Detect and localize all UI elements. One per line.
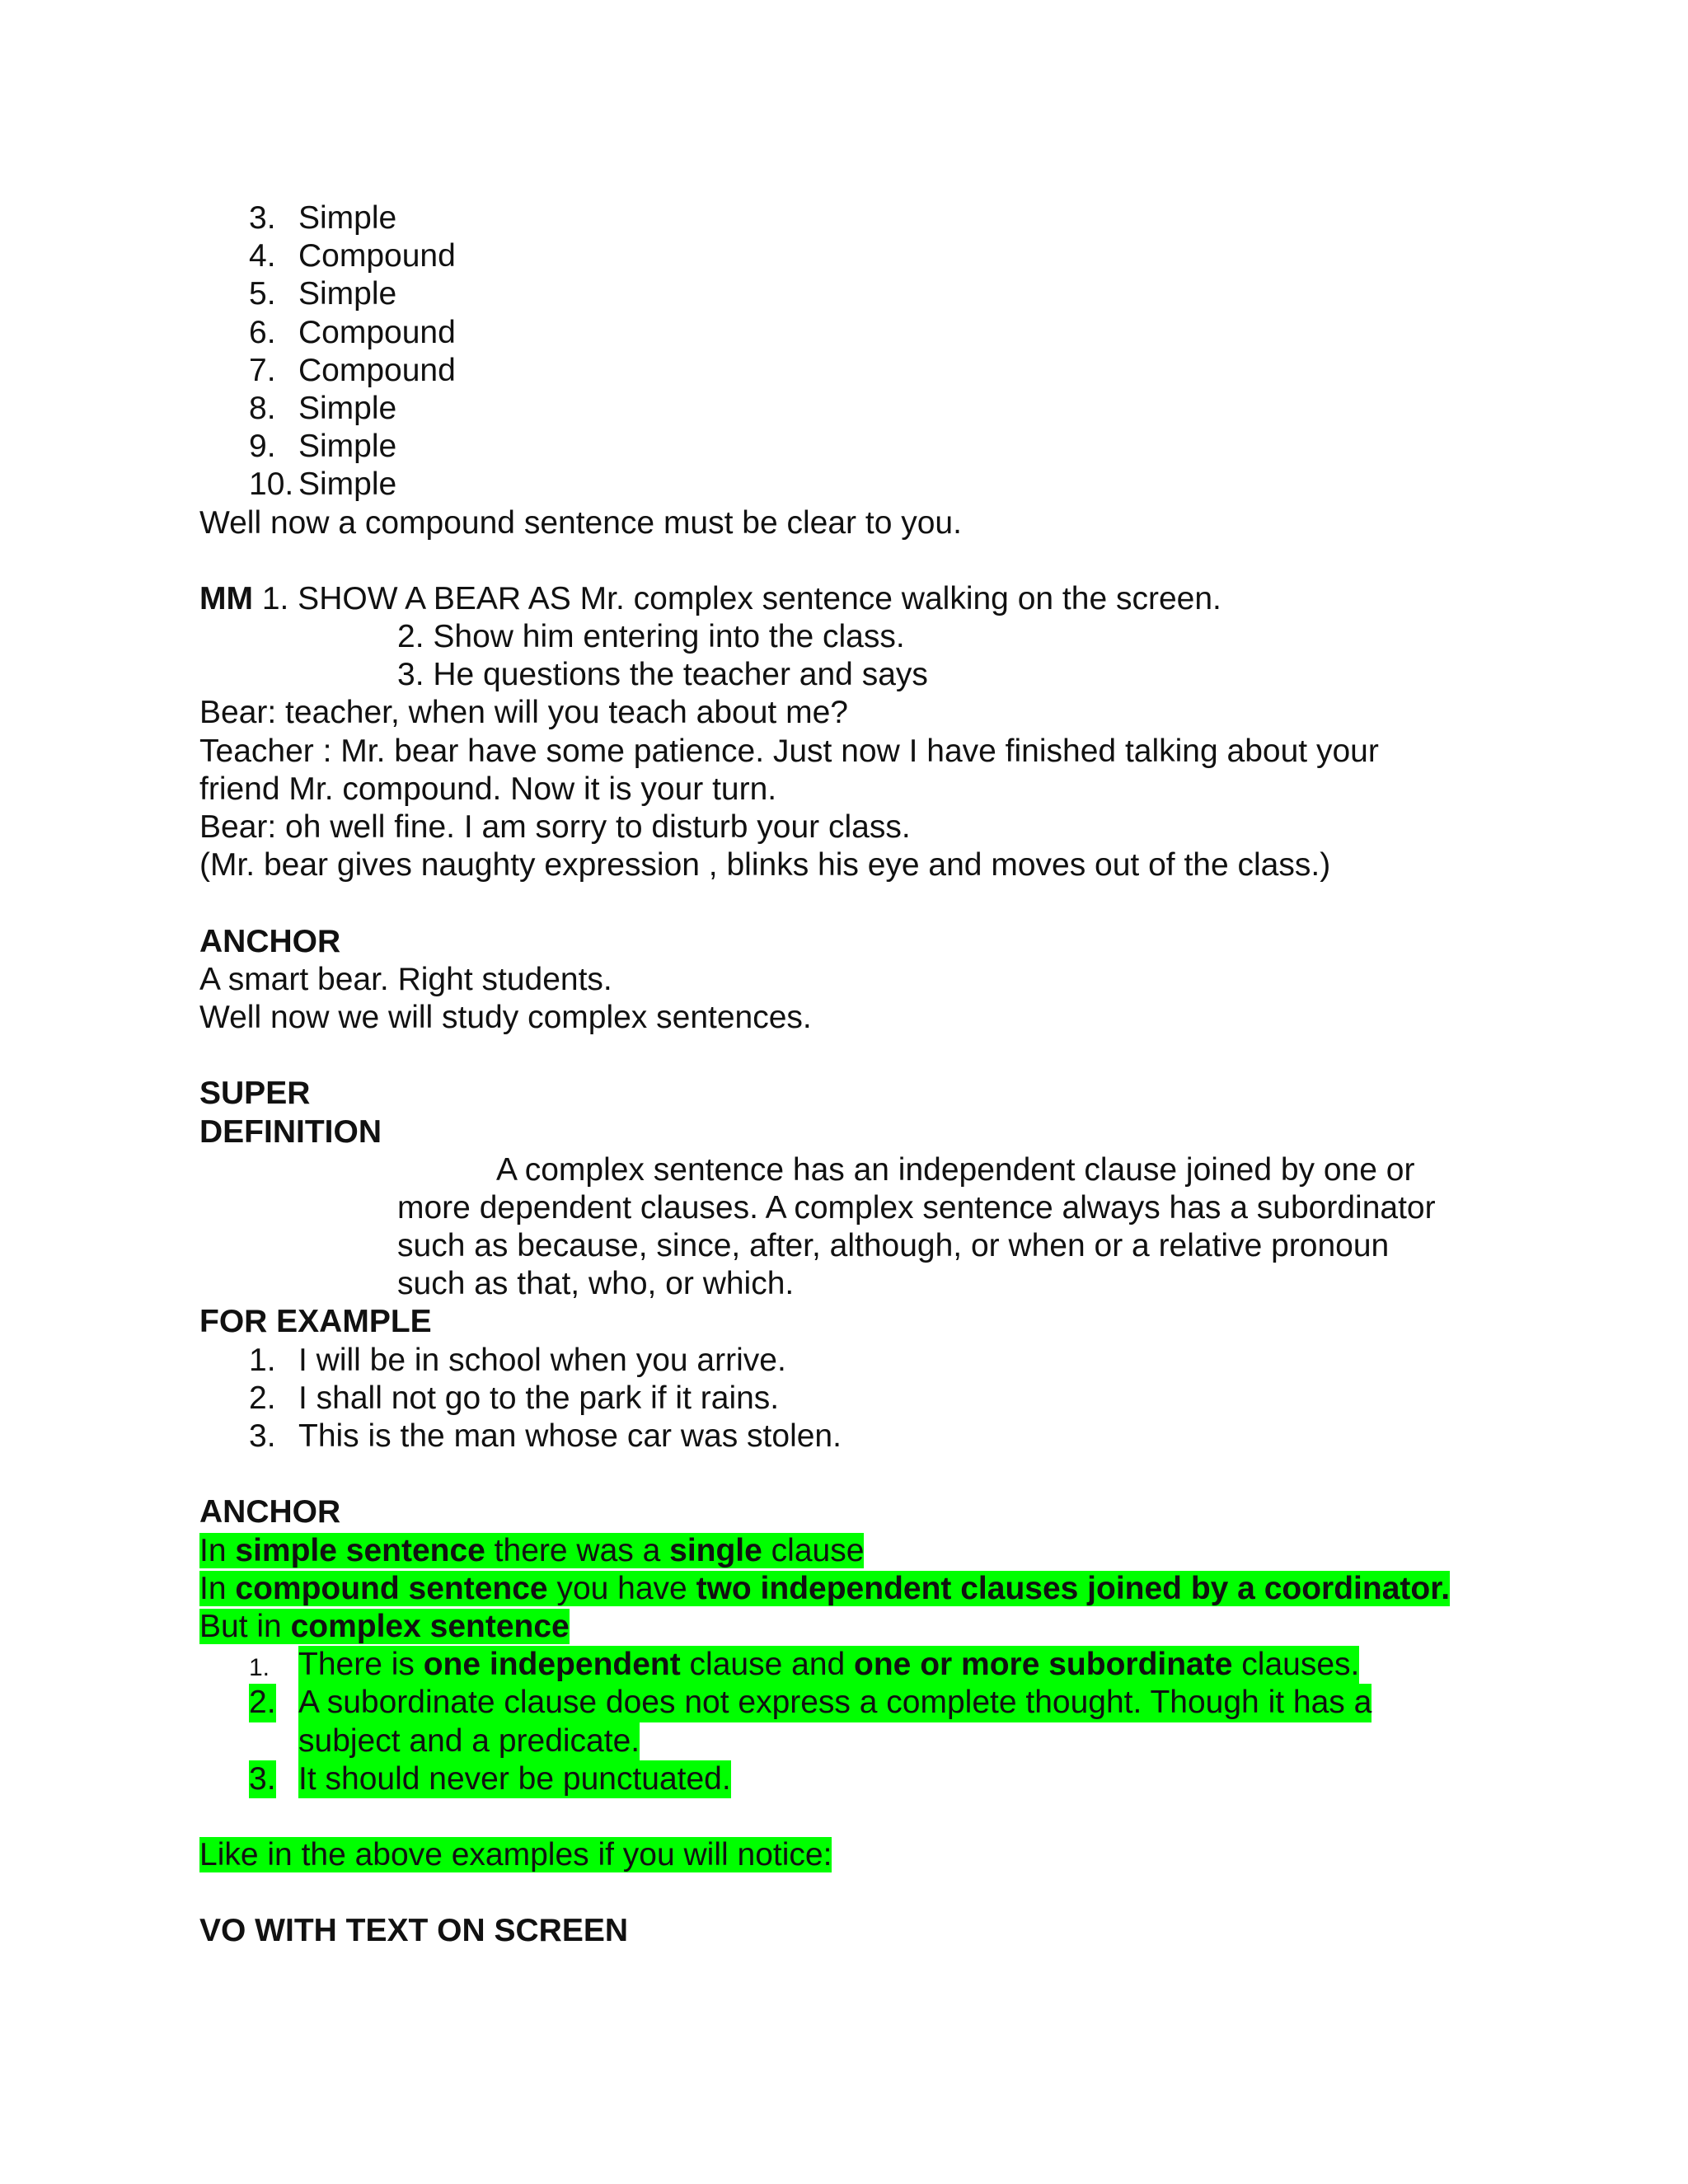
highlight-compound-line: In compound sentence you have two independent clauses joined by a coordinator. — [199, 1570, 1451, 1606]
list-item: 3. Simple — [249, 200, 397, 236]
dialogue-line: friend Mr. compound. Now it is your turn. — [199, 771, 777, 807]
answer-list — [199, 199, 1526, 504]
spacer — [199, 1874, 1526, 1912]
list-item: 5. Simple — [249, 276, 397, 312]
mm-label: MM — [199, 580, 253, 616]
definition-line: A complex sentence has an independent clause joined by one or — [496, 1151, 1415, 1188]
anchor-heading: ANCHOR — [199, 923, 341, 959]
definition-heading: DEFINITION — [199, 1113, 382, 1150]
definition-line: more dependent clauses. A complex sentence always has a subordinator — [397, 1189, 1436, 1226]
list-item: 9. Simple — [249, 429, 397, 465]
dialogue-line: (Mr. bear gives naughty expression , blinks his eye and moves out of the class.) — [199, 847, 1331, 883]
list-item: 1. I will be in school when you arrive. — [249, 1342, 786, 1378]
list-item-continuation: subject and a predicate. — [199, 1722, 1526, 1760]
anchor-line: A smart bear. Right students. — [199, 961, 612, 997]
spacer — [199, 1798, 1526, 1836]
spacer — [199, 1455, 1526, 1493]
definition-line: such as that, who, or which. — [397, 1266, 795, 1302]
mm-line-3: 3. He questions the teacher and says — [397, 657, 928, 693]
examples-heading: FOR EXAMPLE — [199, 1304, 432, 1340]
list-item: 3. This is the man whose car was stolen. — [249, 1418, 842, 1454]
document-content — [199, 199, 1526, 1951]
dialogue-line: Teacher : Mr. bear have some patience. Just now I have finished talking about your — [199, 733, 1379, 769]
spacer — [199, 884, 1526, 922]
anchor-heading: ANCHOR — [199, 1494, 341, 1530]
vo-heading: VO WITH TEXT ON SCREEN — [199, 1913, 629, 1949]
compound-clear-text: Well now a compound sentence must be clear to you. — [199, 504, 962, 541]
mm-line-1: MM 1. SHOW A BEAR AS Mr. complex sentence walking on the screen. — [199, 580, 1221, 616]
definition-text — [199, 1151, 1526, 1304]
list-item: 8. Simple — [249, 390, 397, 426]
definition-heading: SUPER — [199, 1076, 311, 1112]
notice-line: Like in the above examples if you will notice: — [199, 1837, 832, 1873]
dialogue-line: Bear: teacher, when will you teach about me? — [199, 695, 848, 731]
anchor-line: Well now we will study complex sentences. — [199, 999, 812, 1035]
highlight-simple-line: In simple sentence there was a single clause — [199, 1532, 865, 1568]
dialogue-line: Bear: oh well fine. I am sorry to disturb your class. — [199, 809, 911, 845]
list-item: 10. Simple — [249, 466, 397, 503]
list-item: 2. I shall not go to the park if it rains. — [249, 1380, 780, 1416]
mm-line-2: 2. Show him entering into the class. — [397, 619, 905, 655]
spacer — [199, 1037, 1526, 1075]
list-item: 6. Compound — [249, 314, 456, 350]
list-item: 3. It should never be punctuated. — [199, 1760, 1526, 1798]
spacer — [199, 542, 1526, 580]
definition-line: such as because, since, after, although, or when or a relative pronoun — [397, 1228, 1390, 1264]
list-item: 2. A subordinate clause does not express a complete thought. Though it has a — [199, 1684, 1526, 1722]
list-item: 7. Compound — [249, 352, 456, 388]
list-item: 4. Compound — [249, 238, 456, 274]
list-item: 1. There is one independent clause and one or more subordinate clauses. — [199, 1646, 1526, 1684]
highlight-complex-line: But in complex sentence — [199, 1608, 570, 1644]
